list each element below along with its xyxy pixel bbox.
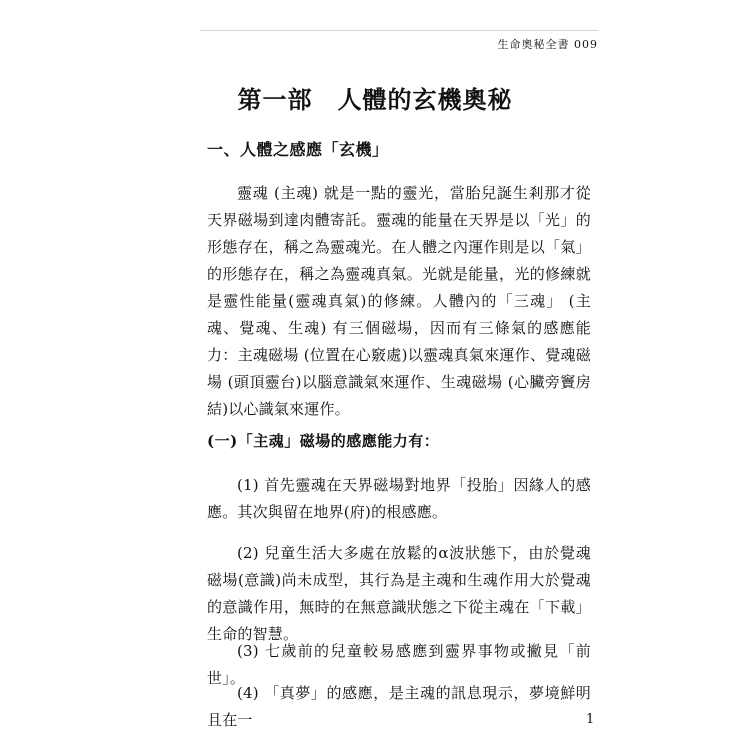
subsection-heading: (一)「主魂」磁場的感應能力有： <box>207 432 440 450</box>
list-item: (2) 兒童生活大多處在放鬆的α波狀態下，由於覺魂磁場(意識)尚未成型，其行為是主魂和生魂作用大於覺魂的意識作用，無時的在無意識狀態之下從主魂在「下載」生命的智慧。 <box>207 544 591 643</box>
running-header: 生命奧秘全書 009 <box>497 38 598 51</box>
list-item: (4) 「真夢」的感應，是主魂的訊息現示，夢境鮮明且在一 <box>207 684 591 729</box>
header-rule <box>200 30 598 31</box>
list-item: (1) 首先靈魂在天界磁場對地界「投胎」因緣人的感應。其次與留在地界(府)的根感應。 <box>207 476 591 521</box>
part-title: 第一部 人體的玄機奧秘 <box>237 85 513 114</box>
section-heading: 一、人體之感應「玄機」 <box>207 140 389 159</box>
list-item: (3) 七歲前的兒童較易感應到靈界事物或撇見「前世」。 <box>207 642 591 687</box>
page-number: 1 <box>586 712 595 727</box>
intro-paragraph: 靈魂 (主魂) 就是一點的靈光，當胎兒誕生剎那才從天界磁場到達肉體寄託。靈魂的能量在天界是以「光」的形態存在，稱之為靈魂光。在人體之內運作則是以「氣」的形態存在，稱之為靈魂真氣。光就是能量，光的修練就是靈性能量(靈魂真氣)的修練。人體內的「三魂」 (主魂、覺魂、生魂) 有三個磁場，因而有三條氣的感應能力：主魂磁場 (位置在心竅處)以靈魂真氣來運作、覺魂磁場 (頭頂靈台)以腦意識氣來運作、生魂磁場 (心臟旁竇房結)以心識氣來運作。 <box>207 184 591 418</box>
